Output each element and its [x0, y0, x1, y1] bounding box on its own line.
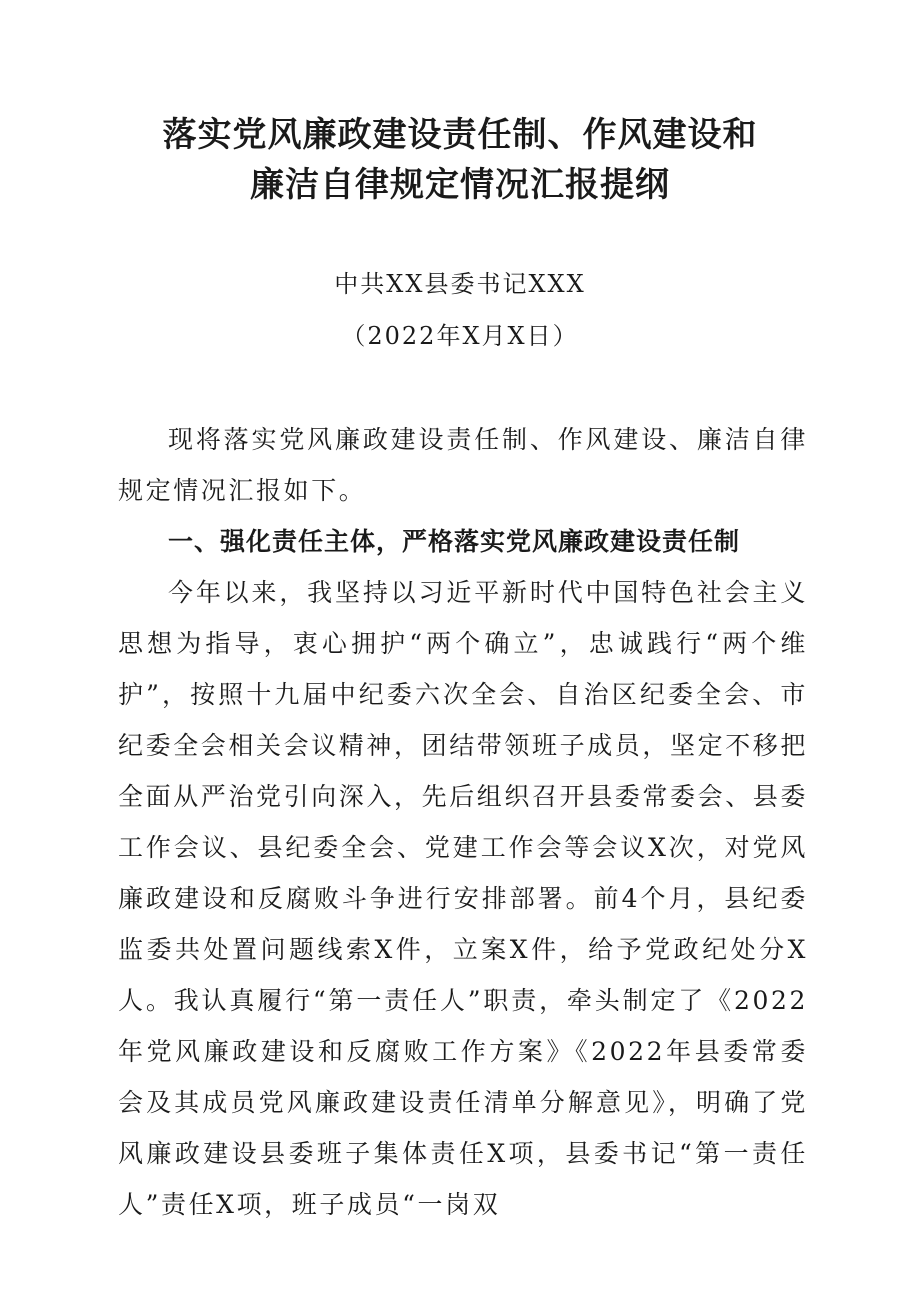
intro-paragraph: 现将落实党风廉政建设责任制、作风建设、廉洁自律规定情况汇报如下。 — [118, 425, 808, 505]
document-author: 中共XX县委书记XXX — [334, 270, 586, 298]
document-date: （2022年X月X日） — [341, 322, 579, 350]
document-title-line-1: 落实党风廉政建设责任制、作风建设和 — [162, 115, 758, 155]
section-1-paragraph: 今年以来，我坚持以习近平新时代中国特色社会主义思想为指导，衷心拥护“两个确立”，忠诚践行“两个维护”，按照十九届中纪委六次全会、自治区纪委全会、市纪委全会相关会议精神，团结带领班子成员，坚定不移把全面从严治党引向深入，先后组织召开县委常委会、县委工作会议、县纪委全会、党建工作会等会议X次，对党风廉政建设和反腐败斗争进行安排部署。前4个月，县纪委监委共处置问题线索X件，立案X件，给予党政纪处分X人。我认真履行“第一责任人”职责，牵头制定了《2022年党风廉政建设和反腐败工作方案》《2022年县委常委会及其成员党风廉政建设责任清单分解意见》，明确了党风廉政建设县委班子集体责任X项，县委书记“第一责任人”责任X项，班子成员“一岗双 — [118, 578, 809, 1219]
document-title-line-2: 廉洁自律规定情况汇报提纲 — [250, 165, 670, 205]
section-1-heading: 一、强化责任主体，严格落实党风廉政建设责任制 — [168, 527, 741, 556]
